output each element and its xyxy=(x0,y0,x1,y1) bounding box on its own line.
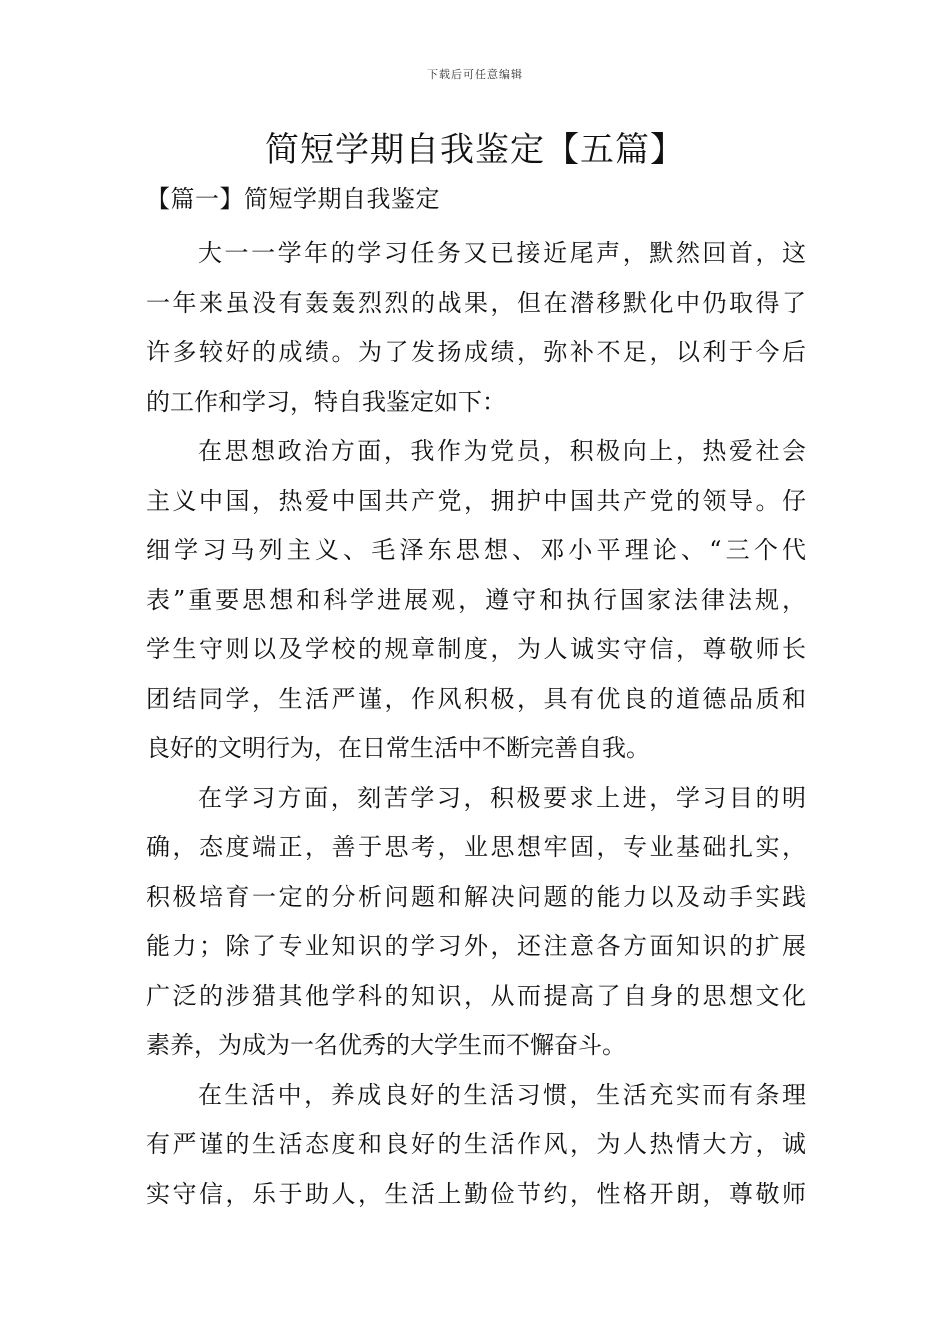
text-line: 积极培育一定的分析问题和解决问题的能力以及动手实践 xyxy=(146,882,806,911)
text-line: 许多较好的成绩。为了发扬成绩，弥补不足，以利于今后 xyxy=(146,338,806,366)
text-line: 确，态度端正，善于思考，业思想牢固，专业基础扎实， xyxy=(146,833,806,861)
section-heading: 【篇一】简短学期自我鉴定 xyxy=(146,185,440,213)
text-line: 良好的文明行为，在日常生活中不断完善自我。 xyxy=(146,734,650,762)
paragraph-1 xyxy=(146,229,806,427)
text-line: 团结同学，生活严谨，作风积极，具有优良的道德品质和 xyxy=(146,684,806,713)
text-line: 学生守则以及学校的规章制度，为人诚实守信，尊敬师长 xyxy=(146,635,806,663)
text-line: 实守信，乐于助人，生活上勤俭节约，性格开朗，尊敬师 xyxy=(146,1179,806,1208)
text-line: 素养，为成为一名优秀的大学生而不懈奋斗。 xyxy=(146,1031,626,1059)
text-line: 的工作和学习，特自我鉴定如下： xyxy=(146,387,506,416)
text-line: 能力；除了专业知识的学习外，还注意各方面知识的扩展 xyxy=(146,932,806,960)
document-body xyxy=(146,229,806,1219)
text-line: 大一一学年的学习任务又已接近尾声，默然回首，这 xyxy=(198,239,806,267)
text-line: 主义中国，热爱中国共产党，拥护中国共产党的领导。仔 xyxy=(146,486,806,515)
paragraph-2 xyxy=(146,427,806,774)
page-title: 简短学期自我鉴定【五篇】 xyxy=(265,130,685,170)
text-line: 一年来虽没有轰轰烈烈的战果，但在潜移默化中仍取得了 xyxy=(146,288,806,317)
text-line: 在生活中，养成良好的生活习惯，生活充实而有条理 xyxy=(198,1080,806,1109)
header-note: 下载后可任意编辑 xyxy=(427,68,523,81)
text-line: 在思想政治方面，我作为党员，积极向上，热爱社会 xyxy=(198,437,806,465)
paragraph-3 xyxy=(146,774,806,1071)
text-line: 广泛的涉猎其他学科的知识，从而提高了自身的思想文化 xyxy=(146,981,806,1010)
text-line: 有严谨的生活态度和良好的生活作风，为人热情大方，诚 xyxy=(146,1130,806,1158)
paragraph-4 xyxy=(146,1071,806,1220)
text-line: 细学习马列主义、毛泽东思想、邓小平理论、“三个代 xyxy=(146,536,806,564)
text-line: 表”重要思想和科学进展观，遵守和执行国家法律法规， xyxy=(146,585,806,614)
text-line: 在学习方面，刻苦学习，积极要求上进，学习目的明 xyxy=(198,783,806,812)
